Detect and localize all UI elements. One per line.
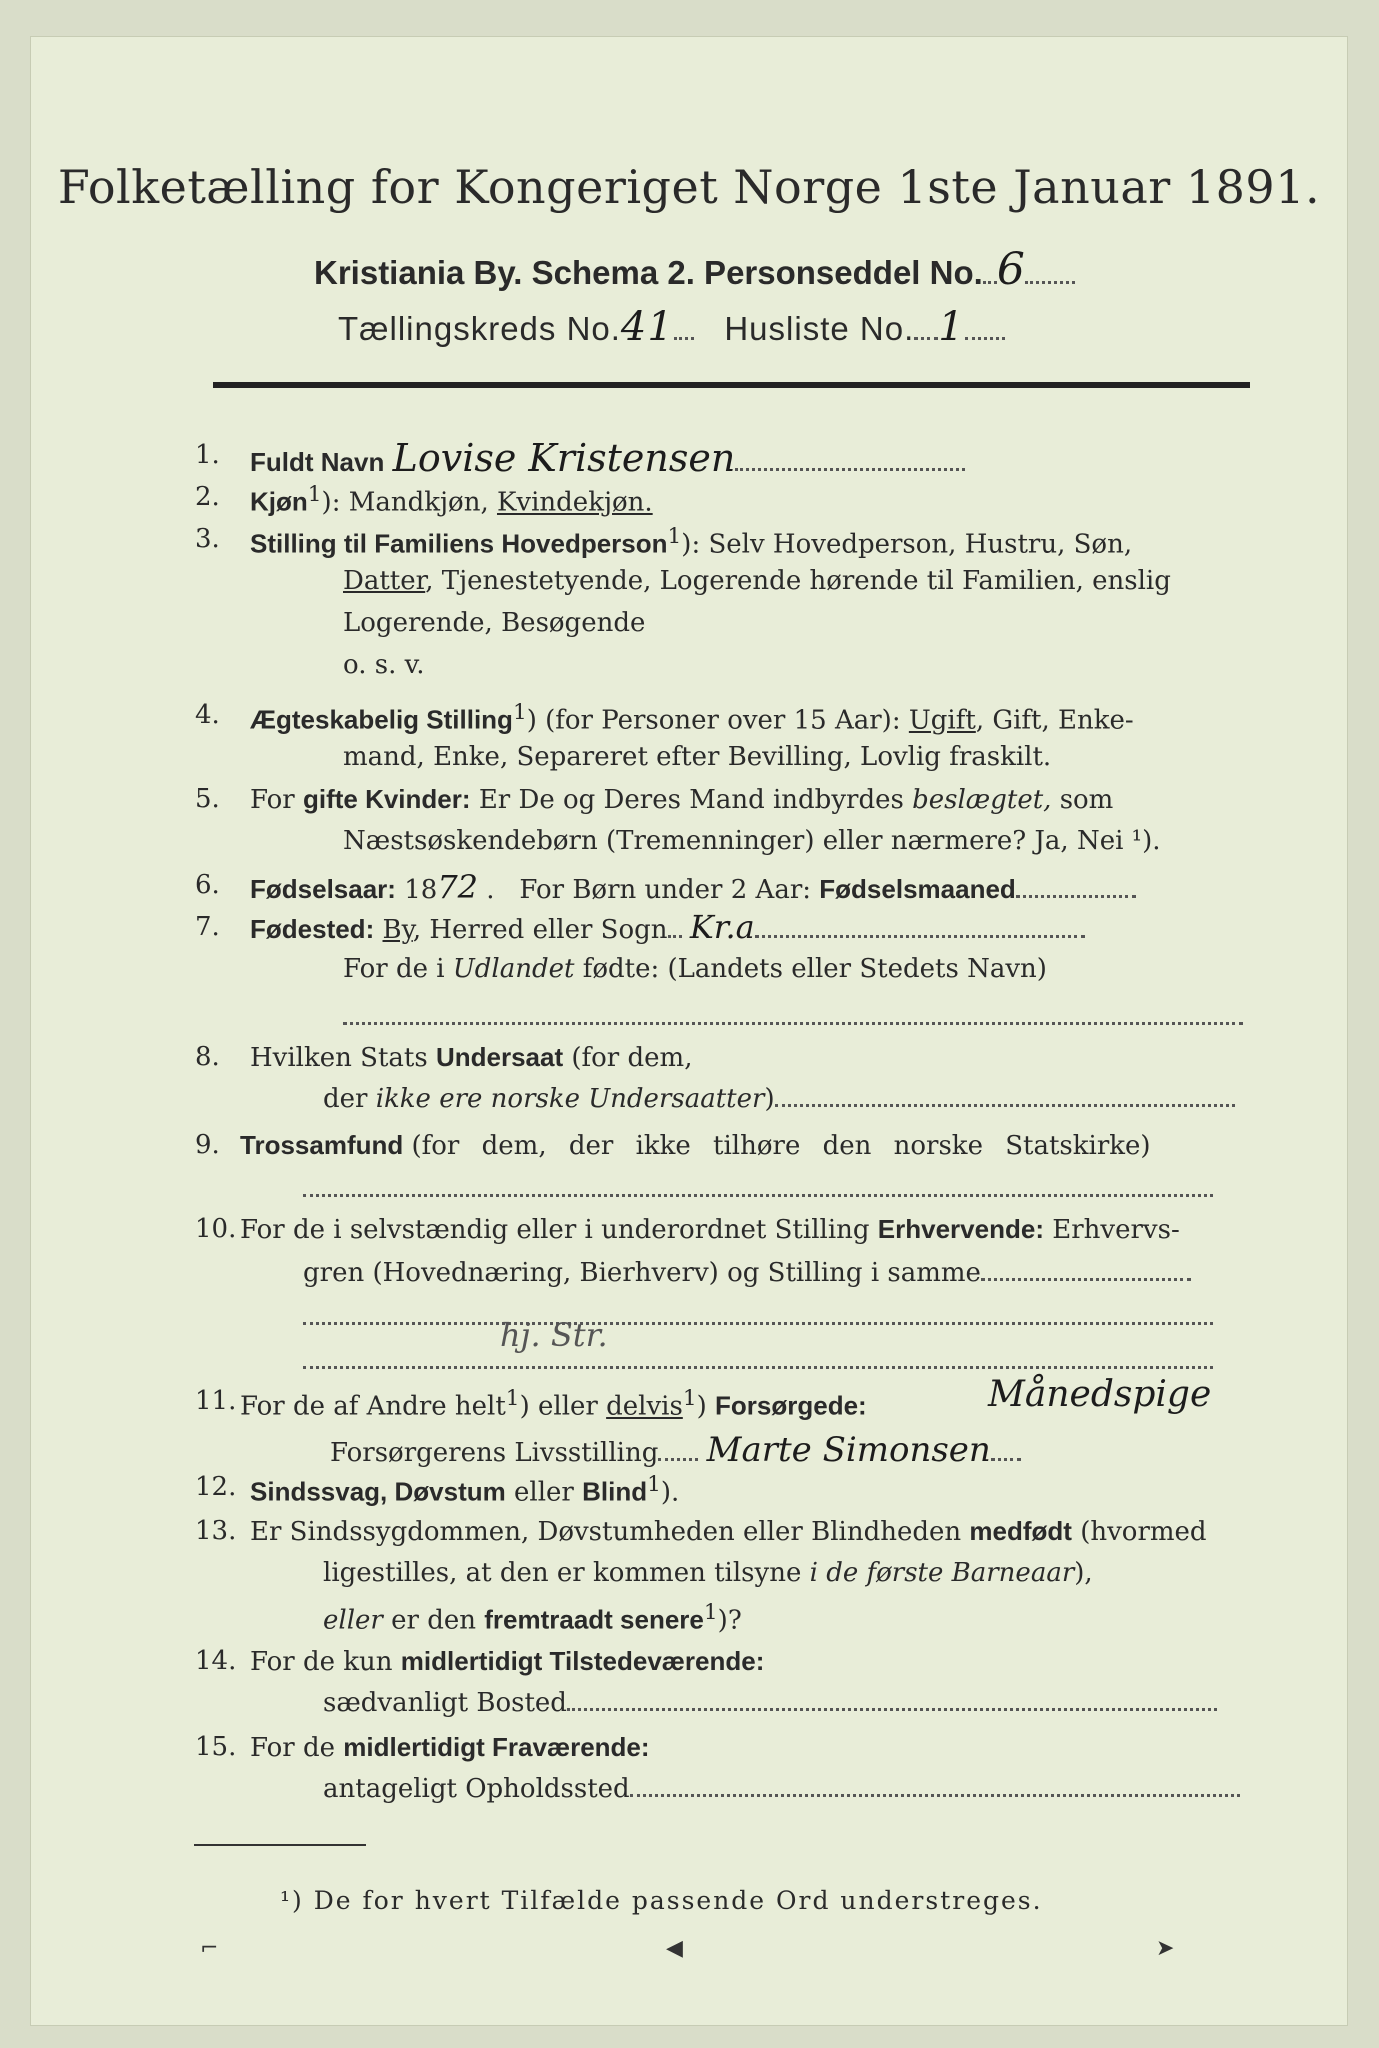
item-10-erhverv: [240, 1214, 1180, 1245]
item-4-aegteskab: Ægteskabelig Stilling$^1$) (for Personer over 15 Aar): Ugift, Gift, Enke-: [250, 700, 1134, 736]
kreds-label: Tællingskreds No.: [338, 310, 621, 347]
handwritten-name: Lovise Kristensen: [392, 436, 736, 480]
italic-text: eller: [323, 1605, 383, 1636]
item-11-line2: [330, 1430, 1021, 1470]
item-3-line2: [343, 566, 1171, 596]
item-text: ligestilles, at den er kommen tilsyne: [323, 1558, 802, 1588]
item-label: Blind: [582, 1476, 648, 1507]
item-text: , Tjenestetyende, Logerende hørende til Familien, enslig: [425, 566, 1171, 596]
item-number: 12.: [195, 1472, 237, 1502]
personseddel-number: 6: [996, 244, 1025, 295]
item-label: Trossamfund: [240, 1130, 404, 1160]
item-text: antageligt Opholdssted: [323, 1774, 630, 1804]
item-text: fødte: (Landets eller Stedets Navn): [582, 954, 1047, 984]
footnote-ref: 1: [307, 482, 322, 507]
item-text: For: [250, 785, 295, 815]
item-number: 3.: [195, 524, 220, 554]
item-number: 6.: [195, 870, 220, 900]
husliste-number: 1: [938, 304, 965, 350]
item-15-line2: [323, 1774, 1240, 1804]
italic-text: i de første Barneaar: [809, 1558, 1075, 1588]
handwritten-occupation: hj. Str.: [500, 1316, 608, 1354]
item-label: midlertidigt Fraværende:: [343, 1732, 650, 1762]
item-13-line2: ligestilles, at den er kommen tilsyne i de første Barneaar),: [323, 1558, 1093, 1588]
item-text: ): Selv Hovedperson, Hustru, Søn,: [681, 529, 1133, 560]
item-text: mand, Enke, Separeret efter Bevilling, Lovlig fraskilt.: [343, 742, 1052, 772]
footnote: ¹) De for hvert Tilfælde passende Ord understreges.: [280, 1886, 1043, 1915]
item-3-stilling: Stilling til Familiens Hovedperson$^1$): Selv Hovedperson, Hustru, Søn,: [250, 524, 1133, 560]
item-6-fodselsaar: Fødselsaar: 1872 . For Børn under 2 Aar: Fødselsmaaned: [250, 868, 1136, 906]
underlined-option: Datter: [343, 566, 426, 596]
item-number: 10.: [195, 1214, 237, 1244]
year-prefix: 18: [404, 875, 438, 905]
item-label: Erhvervende:: [877, 1214, 1044, 1244]
item-number: 9.: [195, 1130, 220, 1160]
underlined-option: delvis: [606, 1391, 683, 1422]
item-number: 8.: [195, 1042, 220, 1072]
item-text: Er Sindssygdommen, Døvstumheden eller Blindheden: [250, 1517, 962, 1547]
kreds-line: [338, 304, 1005, 350]
item-text: For de af Andre helt: [240, 1391, 506, 1422]
registration-mark: ◀: [666, 1936, 683, 1961]
item-7-line2: [343, 954, 1047, 984]
handwritten-provider: Marte Simonsen: [706, 1430, 991, 1470]
item-2-kjon: [250, 482, 653, 518]
item-text: Logerende, Besøgende: [343, 608, 646, 638]
item-13-medfodt: [250, 1516, 1207, 1547]
item-number: 14.: [195, 1646, 237, 1676]
item-text: For de i: [343, 954, 445, 984]
item-text: For de: [250, 1733, 335, 1763]
kreds-number: 41: [620, 304, 674, 350]
item-text: som: [1059, 785, 1114, 815]
item-number: 4.: [195, 700, 220, 730]
item-label: medfødt: [969, 1516, 1072, 1546]
item-number: 11.: [195, 1386, 237, 1416]
italic-text: ikke ere norske Undersaatter: [375, 1084, 765, 1114]
item-label: Fødested:: [250, 914, 375, 944]
schema-line: [314, 244, 1075, 295]
item-text: For Børn under 2 Aar:: [519, 875, 812, 905]
item-number: 5.: [195, 784, 220, 814]
item-7-fodested: [250, 908, 1085, 946]
item-text: (for dem,: [571, 1043, 693, 1073]
registration-mark: ➤: [1156, 1936, 1175, 1961]
item-text: er den: [391, 1605, 476, 1636]
item-text: Forsørgerens Livsstilling: [330, 1438, 659, 1468]
item-number: 2.: [195, 482, 220, 512]
answer-line: [303, 1193, 1213, 1197]
item-text: For de i selvstændig eller i underordnet Stilling: [240, 1215, 870, 1245]
handwritten-role: Månedspige: [988, 1374, 1212, 1415]
item-8-line2: der ikke ere norske Undersaatter): [323, 1084, 1235, 1114]
item-label: Sindssvag, Døvstum: [250, 1476, 506, 1507]
item-text: For de kun: [250, 1647, 393, 1677]
item-label: Stilling til Familiens Hovedperson: [250, 528, 668, 559]
item-text: , Gift, Enke-: [975, 705, 1134, 736]
item-label: midlertidigt Tilstedeværende:: [400, 1646, 765, 1676]
item-text: gren (Hovednæring, Bierhverv) og Stilling i samme: [303, 1258, 981, 1288]
item-text: sædvanligt Bosted: [323, 1688, 567, 1718]
item-text: der: [323, 1084, 368, 1114]
item-text: ) (for Personer over 15 Aar):: [526, 705, 901, 736]
item-number: 13.: [195, 1516, 237, 1546]
item-label: Fuldt Navn: [250, 447, 385, 477]
item-14-line2: [323, 1688, 1217, 1718]
item-text: (hvormed: [1080, 1517, 1207, 1547]
item-13-line3: eller er den fremtraadt senere$^1$)?: [323, 1600, 742, 1636]
item-label: fremtraadt senere: [484, 1604, 704, 1635]
item-text: o. s. v.: [343, 650, 425, 680]
item-text: Næstsøskendebørn (Tremenninger) eller nærmere? Ja, Nei ¹).: [343, 826, 1161, 856]
registration-mark: ⌐: [200, 1936, 219, 1961]
item-text: Er De og Deres Mand indbyrdes: [478, 785, 904, 815]
answer-line: [303, 1365, 1213, 1369]
item-1-fuldt-navn: [250, 436, 965, 480]
item-label: Kjøn: [250, 486, 308, 517]
item-15-fravaerende: [250, 1732, 650, 1763]
item-number: 7.: [195, 912, 220, 942]
italic-text: Udlandet: [452, 954, 575, 984]
item-11-forsorgede: For de af Andre helt$^1$) eller delvis$^1$) Forsørgede:: [240, 1386, 867, 1422]
item-14-tilstede: [250, 1646, 764, 1677]
underlined-option: Ugift: [908, 705, 976, 736]
answer-line: [343, 1021, 1243, 1025]
item-text: ): Mandkjøn,: [321, 487, 489, 518]
handwritten-year: 72: [437, 868, 479, 906]
item-text: , Herred eller Sogn: [412, 915, 668, 945]
item-text: (for dem, der ikke tilhøre den norske Statskirke): [411, 1131, 1151, 1161]
footnote-rule: [194, 1844, 366, 1846]
item-5-gifte-kvinder: [250, 784, 1113, 815]
item-10-line2: [303, 1258, 1191, 1288]
item-label: Fødselsmaaned: [819, 874, 1016, 904]
underlined-option: By: [382, 915, 413, 945]
item-label: gifte Kvinder:: [302, 784, 471, 814]
item-text: eller: [514, 1477, 574, 1508]
form-title: Folketælling for Kongeriget Norge 1ste Januar 1891.: [57, 160, 1321, 214]
item-8-undersaat: [250, 1042, 692, 1073]
item-12-sindssvag: Sindssvag, Døvstum eller Blind$^1$).: [250, 1472, 680, 1508]
item-text: Hvilken Stats: [250, 1043, 428, 1073]
schema-prefix: Kristiania By. Schema 2. Personseddel No.: [314, 254, 983, 291]
header-rule: [213, 382, 1250, 388]
item-text: Erhvervs-: [1052, 1215, 1180, 1245]
handwritten-birthplace: Kr.a: [689, 908, 755, 946]
item-label: Fødselsaar:: [250, 874, 396, 904]
item-label: Forsørgede:: [715, 1390, 867, 1421]
census-form-sheet: [30, 36, 1348, 2026]
husliste-label: Husliste No.: [724, 310, 915, 347]
item-label: Ægteskabelig Stilling: [250, 704, 513, 735]
answer-line: [303, 1321, 1213, 1325]
item-number: 1.: [195, 440, 220, 470]
italic-text: beslægtet,: [912, 785, 1052, 815]
item-number: 15.: [195, 1732, 237, 1762]
item-9-trossamfund: [240, 1130, 1151, 1161]
item-label: Undersaat: [435, 1042, 564, 1072]
item-text: eller: [538, 1391, 598, 1422]
underlined-option: Kvindekjøn.: [496, 487, 653, 518]
